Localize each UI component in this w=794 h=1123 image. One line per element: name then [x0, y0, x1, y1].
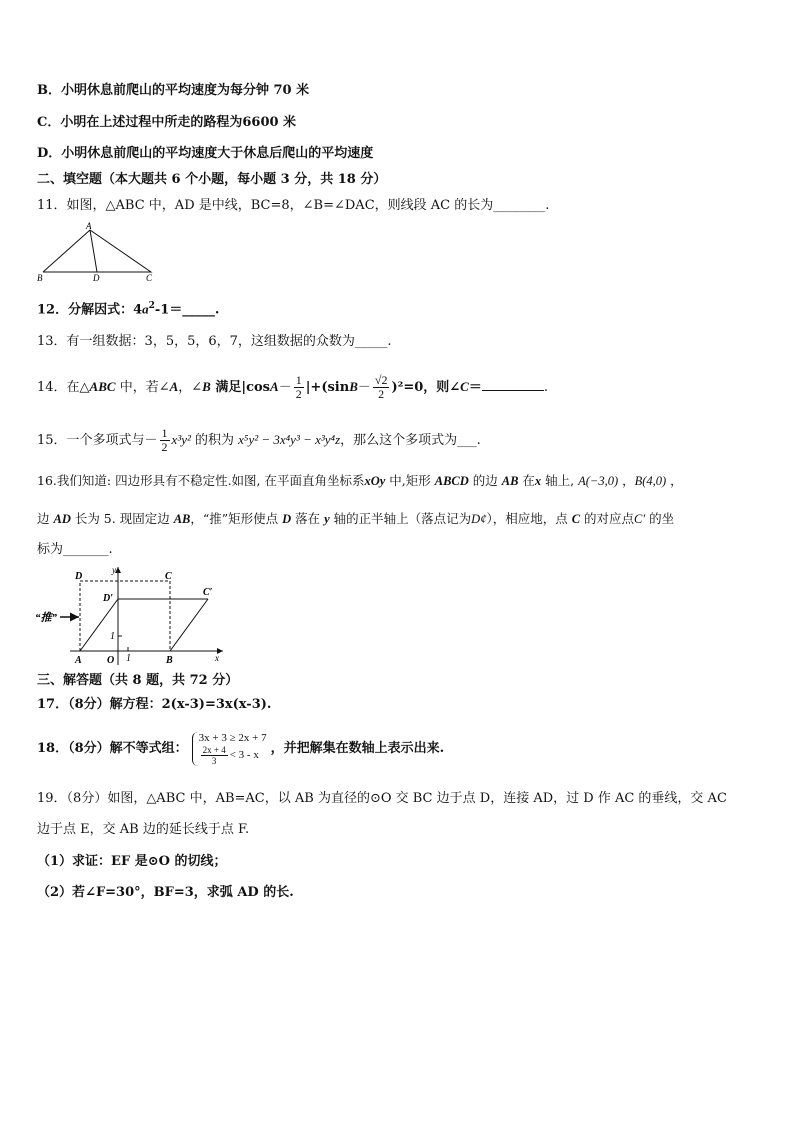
- label-c-prime: C′: [203, 587, 213, 598]
- q18-ineq2-tail: < 3 - x: [229, 748, 259, 761]
- q14-minus2: －: [357, 380, 371, 395]
- q14-mid: 中，若∠: [115, 380, 170, 395]
- q18-ineq1: 3x + 3 ≥ 2x + 7: [198, 731, 267, 744]
- q15-f-den: 2: [161, 440, 168, 454]
- q14-f1-num: 1: [295, 373, 302, 387]
- question-16-line1: [37, 472, 683, 490]
- q14-mid2: ，∠: [178, 380, 203, 395]
- question-18: [37, 728, 444, 770]
- question-14: [37, 371, 548, 404]
- q16-l1-text: 16.我们知道: 四边形具有不稳定性.如图, 在平面直角坐标系: [37, 473, 365, 488]
- label-a: A: [86, 221, 92, 231]
- q16-l2-mid3: 落在: [291, 511, 325, 526]
- label-d: D: [93, 273, 100, 283]
- question-13: 13．有一组数据：3，5，5，6，7，这组数据的众数为_____.: [37, 334, 392, 349]
- question-19-part2: （2）若∠F=30°，BF=3，求弧 AD 的长.: [37, 885, 294, 900]
- q14-angle-b: B: [202, 379, 211, 394]
- median-ad: [90, 230, 97, 272]
- q18-f-num: 2x + 4: [202, 744, 226, 755]
- q16-point-b: B(4,0): [634, 474, 667, 488]
- q14-angle-a: A: [169, 379, 179, 394]
- segment-b-cprime: [170, 599, 208, 651]
- q16-sep: ，: [618, 473, 635, 488]
- question-19-part1: （1）求证：EF 是⊙O 的切线；: [37, 854, 227, 869]
- label-b: B: [166, 655, 173, 666]
- q14-f2-den: 2: [378, 387, 385, 401]
- q16-l2-end: 的坐: [645, 511, 675, 526]
- q16-l1-mid: 中,矩形: [385, 473, 435, 488]
- q12-suffix: -1＝_____.: [154, 302, 220, 318]
- q16-l2-mid: 长为 5. 现固定边: [70, 511, 174, 526]
- q16-y: y: [324, 512, 330, 526]
- q16-abcd: ABCD: [434, 474, 469, 488]
- label-b: B: [37, 273, 43, 283]
- q16-l1-end: ，: [666, 473, 683, 488]
- question-15: [37, 424, 481, 457]
- q16-l1-mid3: 在: [518, 473, 535, 488]
- question-11: 11．如图，△ABC 中，AD 是中线，BC=8，∠B=∠DAC，则线段 AC 的长为________.: [37, 198, 550, 213]
- label-x: x: [215, 653, 219, 663]
- label-o: O: [107, 655, 115, 666]
- segment-a-dprime: [80, 599, 118, 651]
- q15-prefix: 15．一个多项式与－: [37, 433, 158, 448]
- q12-exp: 2: [148, 301, 155, 311]
- q18-fraction: [201, 745, 228, 766]
- q16-l1-mid2: 的边: [468, 473, 502, 488]
- q15-fraction-half: [160, 427, 170, 454]
- q16-l2-mid2: ，“推”矩形使点: [190, 511, 283, 526]
- q16-ab: AB: [501, 474, 519, 488]
- q16-rectangle-figure: [35, 563, 235, 671]
- question-17: 17．（8分）解方程：2(x-3)=3x(x-3).: [37, 697, 272, 712]
- option-b: B．小明休息前爬山的平均速度为每分钟 70 米: [37, 83, 310, 98]
- label-one-x: 1: [126, 653, 131, 664]
- q14-abs-close: |+(sin: [305, 380, 350, 395]
- label-a: A: [75, 655, 82, 666]
- q14-triangle: ABC: [89, 379, 116, 394]
- q15-mid: 的积为: [190, 433, 239, 448]
- q18-inequality-system: [192, 732, 267, 766]
- label-one-y: 1: [110, 631, 115, 642]
- q16-point-a: A(−3,0): [578, 474, 619, 488]
- q16-l2-mid6: 的对应点: [580, 511, 635, 526]
- push-label: “推”: [35, 612, 57, 624]
- question-16-line2: [37, 510, 674, 528]
- q15-suffix: ，那么这个多项式为___.: [340, 433, 481, 448]
- question-19-line2: 边于点 E，交 AB 边的延长线于点 F.: [37, 822, 250, 837]
- q15-product: x⁵y² − 3x⁴y³ − x³y⁴z: [238, 432, 341, 447]
- q14-angle-c: C: [460, 379, 469, 394]
- q18-suffix: ，并把解集在数轴上表示出来.: [270, 741, 445, 756]
- label-c: C: [165, 571, 172, 582]
- q14-f1-den: 2: [295, 387, 302, 401]
- section2-title: 二、填空题（本大题共 6 个小题，每小题 3 分，共 18 分）: [37, 172, 387, 187]
- q14-equals: ＝: [468, 380, 482, 395]
- q16-l2-text: 边: [37, 511, 54, 526]
- q18-prefix: 18．（8分）解不等式组：: [37, 741, 188, 756]
- question-19-line1: 19．（8分）如图，△ABC 中，AB=AC，以 AB 为直径的⊙O 交 BC 边于点 D，连接 AD，过 D 作 AC 的垂线，交 AC: [37, 791, 727, 806]
- q18-ineq2: [199, 745, 267, 766]
- q14-prefix: 14．在△: [37, 380, 90, 395]
- q12-prefix: 12．分解因式：4: [37, 302, 143, 318]
- original-rectangle: [80, 581, 170, 651]
- q14-tail: )²=0，则∠: [391, 380, 461, 395]
- label-y: y: [112, 565, 116, 575]
- q16-l2-mid5: ），相应地，点: [486, 511, 572, 526]
- option-c: C．小明在上述过程中所走的路程为6600 米: [37, 115, 297, 130]
- section3-title: 三、解答题（共 8 题，共 72 分）: [37, 673, 239, 688]
- q14-end: .: [543, 380, 548, 395]
- q16-c-prime: C′: [634, 512, 646, 526]
- q16-l2-mid4: 轴的正半轴上（落点记为: [329, 511, 472, 526]
- option-d: D．小明休息前爬山的平均速度大于休息后爬山的平均速度: [37, 146, 374, 161]
- q16-xoy: xOy: [364, 474, 386, 488]
- q14-cos-var: A: [270, 379, 279, 394]
- q12-var: a: [142, 301, 149, 317]
- q18-f-den: 3: [211, 755, 217, 766]
- q11-triangle-figure: [35, 220, 165, 284]
- q14-condition: 满足|cos: [210, 380, 271, 395]
- label-c: C: [146, 273, 153, 283]
- triangle-abc: [43, 230, 151, 272]
- q16-d: D: [282, 512, 292, 526]
- question-16-line3: 标为_______.: [37, 542, 113, 557]
- q14-fraction-half: [294, 374, 304, 401]
- q16-l1-mid4: 轴上,: [541, 473, 579, 488]
- q14-f2-num: √2: [374, 373, 388, 387]
- q14-sin-var: B: [349, 379, 358, 394]
- label-d: D: [75, 571, 83, 582]
- q16-d-prime: D¢: [471, 512, 487, 526]
- q14-minus: －: [278, 380, 292, 395]
- q16-ad: AD: [53, 512, 71, 526]
- q14-fraction-root2: [373, 374, 390, 401]
- q14-answer-blank: [482, 376, 544, 391]
- label-d-prime: D′: [103, 593, 114, 604]
- q16-x: x: [534, 474, 542, 488]
- q16-ab-2: AB: [173, 512, 191, 526]
- question-12: [37, 297, 219, 319]
- q15-term: x³y²: [171, 432, 191, 447]
- q16-c: C: [571, 512, 581, 526]
- q15-f-num: 1: [161, 426, 168, 440]
